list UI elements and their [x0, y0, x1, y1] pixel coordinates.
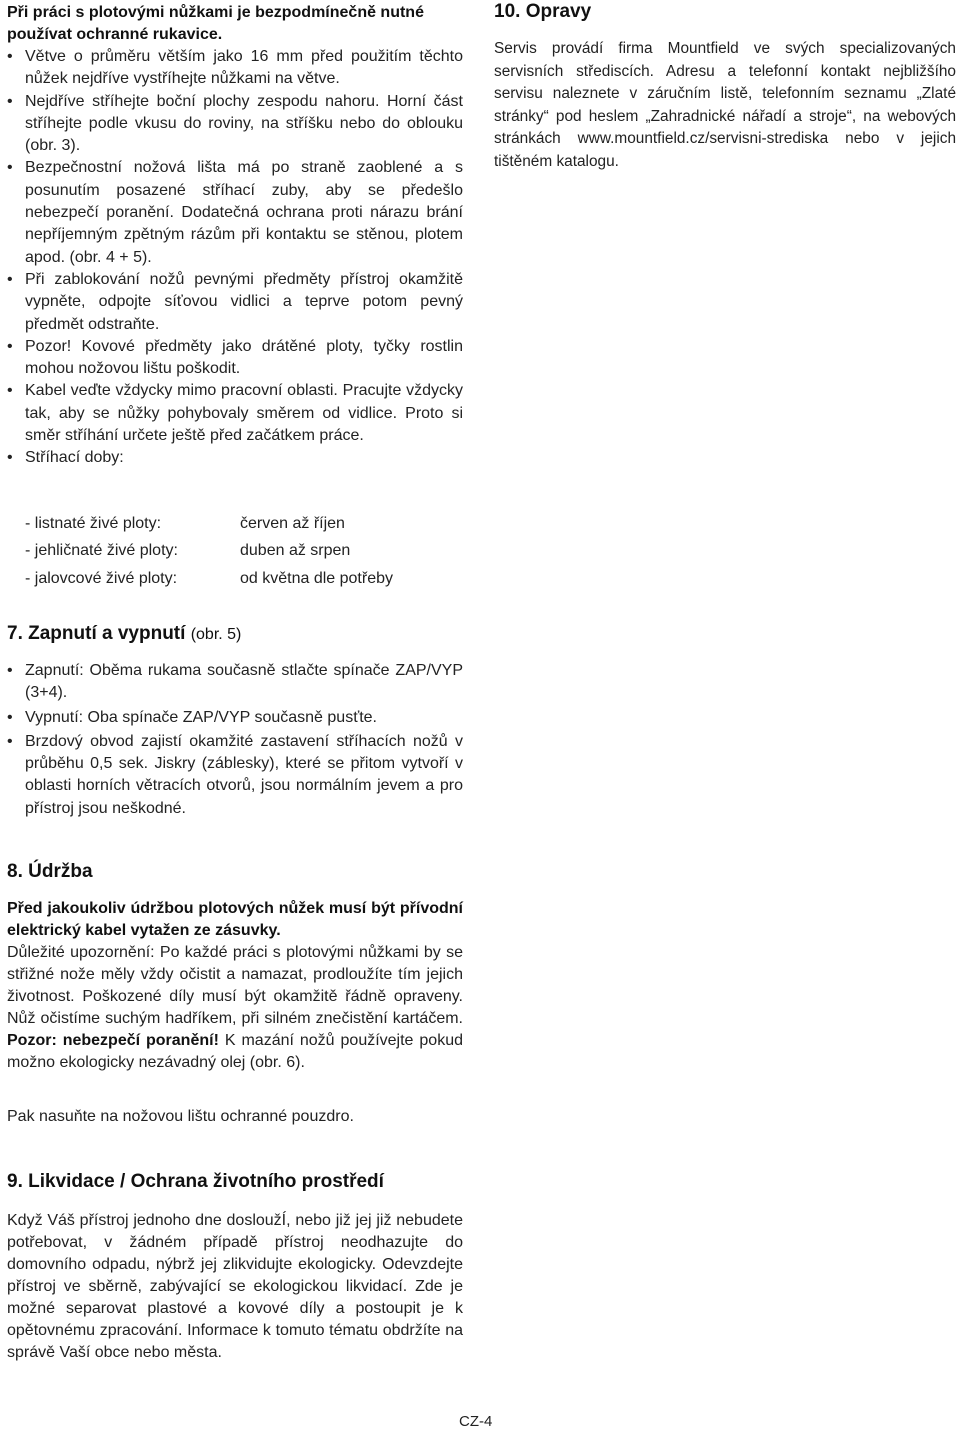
bullet-icon: • — [7, 732, 13, 750]
hedge-type: - jalovcové živé ploty: — [25, 570, 178, 587]
cutting-period: červen až říjen — [240, 515, 345, 532]
figure-reference: (obr. 5) — [190, 626, 242, 643]
cutting-period: duben až srpen — [240, 542, 351, 559]
bullet-icon: • — [7, 708, 13, 726]
bullet-icon: • — [7, 382, 13, 400]
list-item: • Kabel veďte vždycky mimo pracovní oblasti. Pracujte vždycky tak, aby se nůžky pohybovaly směrem od vidlice. Proto si směr stříhání určete ještě před začátkem práce. — [7, 382, 463, 445]
unplug-warning: Před jakoukoliv údržbou plotových nůžek musí být přívodní elektrický kabel vytažen ze zásuvky. — [7, 900, 463, 939]
maintenance-text — [7, 898, 463, 1074]
gloves-warning: Při práci s plotovými nůžkami je bezpodmínečně nutné používat ochranné rukavice. — [7, 4, 424, 43]
section-7-heading: 7. Zapnutí a vypnutí (obr. 5) — [7, 623, 242, 644]
list-item: • Vypnutí: Oba spínače ZAP/VYP současně pusťte. — [7, 707, 463, 729]
usage-tips-list — [7, 46, 463, 470]
section-9-heading: 9. Likvidace / Ochrana životního prostředí — [7, 1171, 384, 1192]
bullet-icon: • — [7, 159, 13, 177]
list-item: • Brzdový obvod zajistí okamžité zastavení stříhacích nožů v průběhu 0,5 sek. Jiskry (záblesky), které se přitom vytvoří v oblasti horních větracích otvorů, jsou normálním jevem a pro přístroj jsou neškodné. — [7, 732, 463, 817]
list-item: • Větve o průměru větším jako 16 mm před použitím těchto nůžek nejdříve vystříhejte nůžkami na větve. — [7, 48, 463, 88]
bullet-icon: • — [7, 337, 13, 355]
list-item: • Pozor! Kovové předměty jako drátěné ploty, tyčky rostlin mohou nožovou lištu poškodit. — [7, 337, 463, 378]
maintenance-paragraph: Důležité upozornění: Po každé práci s plotovými nůžkami by se střižné nože měly vždy očistit a namazat, prodloužíte tím jejich životnost. Poškozené díly musí být okamžitě řádně opraveny. Nůž očistíme suchým hadříkem, při silném znečistění kartáčem. Pozor: nebezpečí poranění! K mazání nožů používejte pokud možno ekologicky nezávadný olej (obr. 6). — [7, 944, 463, 1071]
list-item: • Stříhací doby: — [7, 447, 463, 469]
list-item: • Zapnutí: Oběma rukama současně stlačte spínače ZAP/VYP (3+4). — [7, 662, 463, 702]
hedge-type: - listnaté živé ploty: — [25, 515, 162, 532]
bullet-icon: • — [7, 48, 13, 65]
section-8-heading: 8. Údržba — [7, 861, 93, 882]
repairs-paragraph: Servis provádí firma Mountfield ve svých specializovaných servisních střediscích. Adresu a telefonní kontakt nejbližšího servisu naleznete v záručním listě, telefonním seznamu „Zlaté stránky“ pod heslem „Zahradnické nářadí a stroje“, na webových stránkách www.mountfield.cz/servisni-strediska nebo v jejich tištěném katalogu. — [494, 40, 956, 170]
cutting-period: od května dle potřeby — [240, 570, 393, 587]
list-item: • Nejdříve stříhejte boční plochy zespodu nahoru. Horní část stříhejte podle vkusu do roviny, na stříšku nebo do oblouku (obr. 3). — [7, 92, 463, 155]
switch-instructions-list — [7, 660, 463, 822]
bullet-icon: • — [7, 270, 13, 288]
list-item: • Při zablokování nožů pevnými předměty přístroj okamžitě vypněte, odpojte síťovou vidlici a teprve potom pevný předmět odstraňte. — [7, 270, 463, 333]
hedge-type: - jehličnaté živé ploty: — [25, 542, 178, 559]
list-item: • Bezpečnostní nožová lišta má po straně zaoblené a s posunutím posazené stříhací zuby, aby se předešlo nebezpečí poranění. Dodatečná ochrana proti nárazu brání nepříjemným zpětným rázům při kontaktu se stěnou, plotem apod. (obr. 4 + 5). — [7, 159, 463, 266]
page-number: CZ-4 — [459, 1413, 493, 1430]
protective-cover-note: Pak nasuňte na nožovou lištu ochranné pouzdro. — [7, 1108, 354, 1125]
bullet-icon: • — [7, 662, 13, 679]
bullet-icon: • — [7, 449, 13, 467]
disposal-paragraph: Když Váš přístroj jednoho dne dosloužÍ, nebo již jej již nebudete potřebovat, v žádném případě přístroj neodhazujte do domovního odpadu, nýbrž jej zlikvidujte ekologicky. Odevzdejte přístroj ve sběrně, zabývající se ekologickou likvidací. Zde je možné separovat plastové a kovové díly a postoupit je k opětovnému zpracování. Informace k tomuto tématu obdržíte na správě Vaší obce nebo města. — [7, 1212, 463, 1361]
section-10-heading: 10. Opravy — [494, 1, 592, 22]
bullet-icon: • — [7, 92, 13, 110]
injury-warning: Pozor: nebezpečí poranění! — [7, 1032, 219, 1049]
